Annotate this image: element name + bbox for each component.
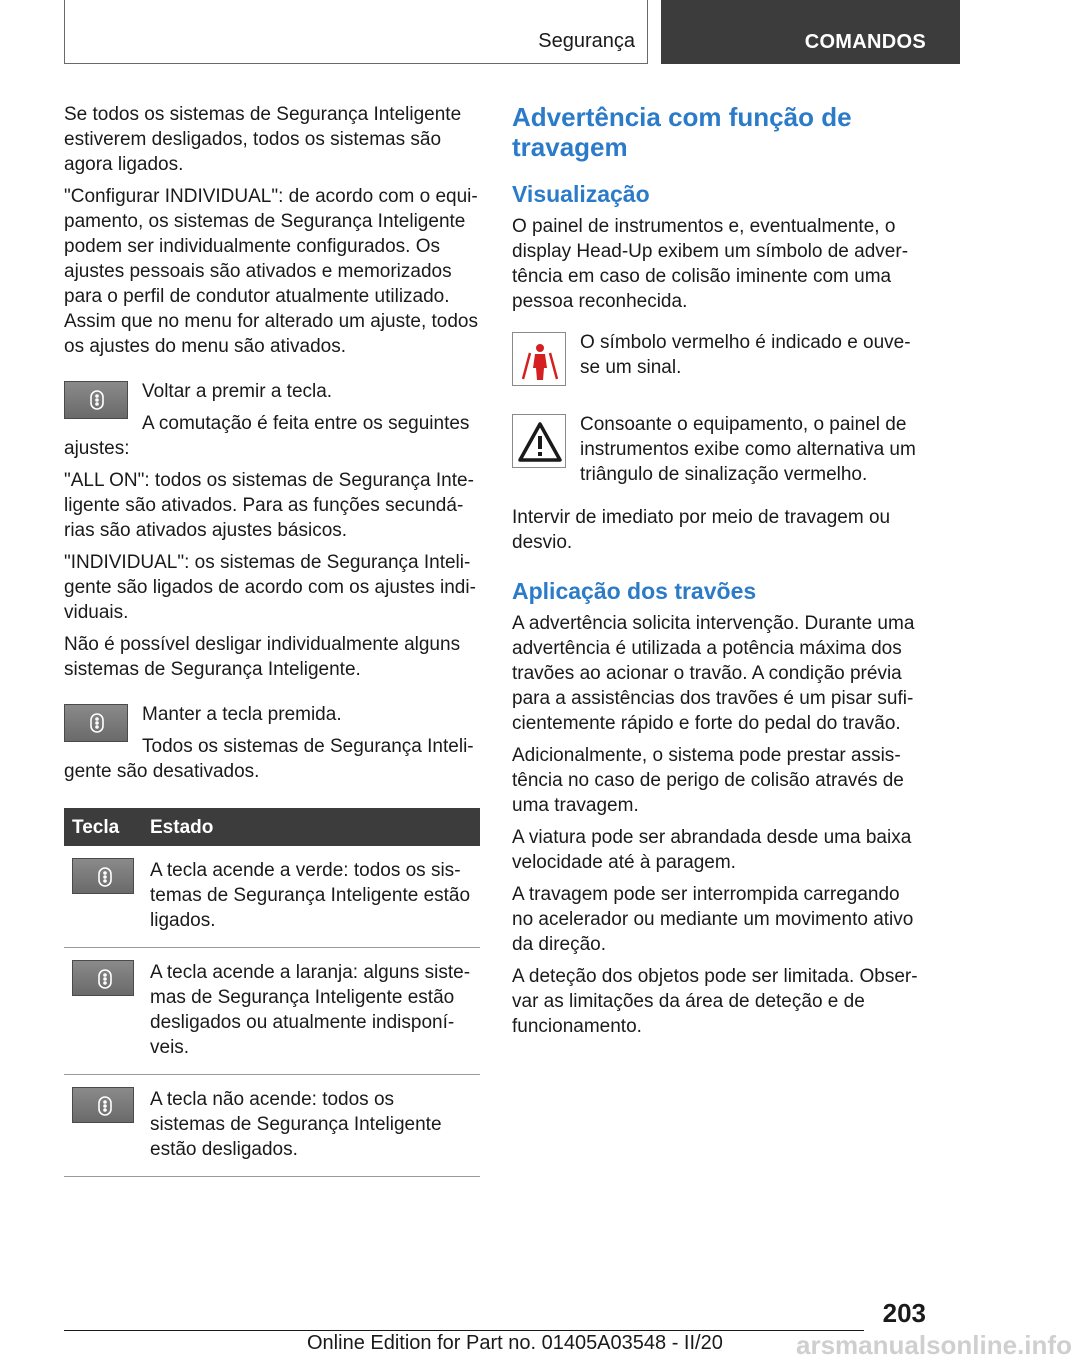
paragraph-brakes-4: A travagem pode ser interrompida carregando no acelerador ou mediante um movimento ativo da direção. (512, 884, 914, 955)
paragraph-individual: "INDIVIDUAL": os sistemas de Segurança Inteligente são ligados de acordo com os ajustes individuais. (64, 552, 476, 623)
warning-triangle-icon (512, 414, 566, 468)
header-chapter-box (661, 0, 960, 64)
table-cell-key (64, 948, 142, 1075)
hold-key-text: Manter a tecla premida. (142, 704, 342, 725)
chapter-title: COMANDOS (804, 31, 926, 53)
subheading-brakes: Aplicação dos travões (512, 578, 757, 604)
page-number: 203 (882, 1298, 926, 1328)
paragraph-intervene: Intervir de imediato por meio de travagem ou desvio. (512, 507, 891, 553)
table-cell-state: A tecla não acende: todos os sistemas de Segurança Inteligente estão desligados. (142, 1075, 480, 1177)
safety-key-icon (72, 960, 134, 996)
red-symbol-text: O símbolo vermelho é indicado e ouve-se um sinal. (580, 332, 911, 378)
watermark: arsmanualsonline.info (796, 1330, 1072, 1360)
table-row (64, 1075, 480, 1177)
table-cell-state: A tecla acende a verde: todos os sistemas de Segurança Inteligente estão ligados. (142, 846, 480, 948)
press-again-text: Voltar a premir a tecla. (142, 381, 333, 402)
header-section-box (64, 0, 648, 64)
table-header-state: Estado (142, 808, 480, 846)
footer-divider (64, 1330, 864, 1331)
footer-edition: Online Edition for Part no. 01405A03548 - II/20 (307, 1332, 723, 1354)
triangle-block (512, 412, 926, 487)
red-symbol-block (512, 330, 926, 394)
paragraph-all-on: "ALL ON": todos os sistemas de Segurança Inteligente são ativados. Para as funções secundárias são ativados ajustes básicos. (64, 470, 474, 541)
paragraph-not-possible: Não é possível desligar individualmente alguns sistemas de Segurança Inteligente. (64, 634, 461, 680)
paragraph-brakes-3: A viatura pode ser abrandada desde uma baixa velocidade até à paragem. (512, 827, 912, 873)
table-row (64, 846, 480, 948)
key-state-table (64, 808, 480, 1177)
table-header-key: Tecla (64, 808, 142, 846)
subheading-display: Visualização (512, 181, 650, 207)
paragraph-all-off: Se todos os sistemas de Segurança Inteligente estiverem desligados, todos os sistemas são agora ligados. (64, 104, 462, 175)
press-again-block (64, 379, 480, 461)
paragraph-display: O painel de instrumentos e, eventualmente, o display Head-Up exibem um símbolo de advertência em caso de colisão iminente com uma pessoa reconhecida. (512, 216, 909, 312)
section-heading: Advertência com função de travagem (512, 102, 852, 162)
paragraph-brakes-2: Adicionalmente, o sistema pode prestar assistência no caso de perigo de colisão através de uma travagem. (512, 745, 904, 816)
triangle-text: Consoante o equipamento, o painel de instrumentos exibe como alternativa um triângulo de sinalização vermelho. (580, 414, 916, 485)
table-header-row (64, 808, 480, 846)
section-title: Segurança (538, 30, 635, 52)
pedestrian-warning-icon (512, 332, 566, 386)
right-column (512, 102, 926, 1046)
table-cell-state: A tecla acende a laranja: alguns sistemas de Segurança Inteligente estão desligados ou atualmente indisponíveis. (142, 948, 480, 1075)
safety-key-icon (72, 858, 134, 894)
table-cell-key (64, 1075, 142, 1177)
switch-text: A comutação é feita entre os seguintes ajustes: (64, 413, 470, 459)
deactivated-text: Todos os sistemas de Segurança Inteligente são desativados. (64, 736, 474, 782)
hold-key-block (64, 702, 480, 784)
paragraph-brakes-5: A deteção dos objetos pode ser limitada. Observar as limitações da área de deteção e de funcionamento. (512, 966, 918, 1037)
safety-key-icon (72, 1087, 134, 1123)
paragraph-brakes-1: A advertência solicita intervenção. Durante uma advertência é utilizada a potência máxima dos travões ao acionar o travão. A condição prévia para a assistências dos travões é um pisar suficientemente rápido e forte do pedal do travão. (512, 613, 915, 734)
table-row (64, 948, 480, 1075)
paragraph-configure-individual: "Configurar INDIVIDUAL": de acordo com o equipamento, os sistemas de Segurança Inteligente podem ser individualmente configurados. Os ajustes pessoais são ativados e memorizados para o perfil de condutor atualmente utilizado. Assim que no menu for alterado um ajuste, todos os ajustes do menu são ativados. (64, 186, 479, 357)
left-column (64, 102, 480, 1177)
safety-key-icon (64, 704, 128, 742)
safety-key-icon (64, 381, 128, 419)
table-cell-key (64, 846, 142, 948)
